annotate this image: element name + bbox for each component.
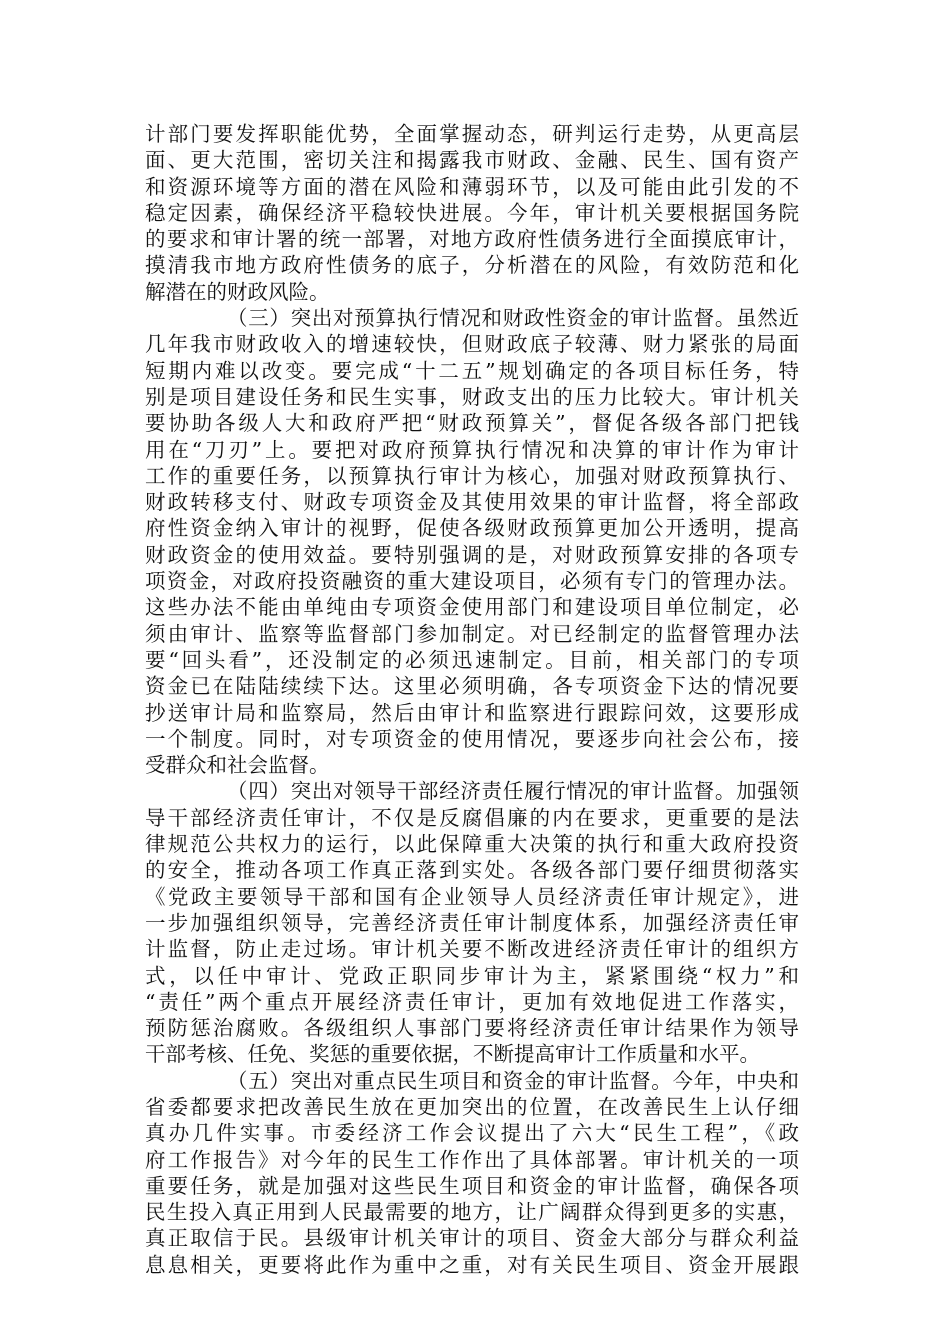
text-line: 预防惩治腐败。各级组织人事部门要将经济责任审计结果作为领导 <box>145 1016 799 1041</box>
text-line: 用在“刀刃”上。要把对政府预算执行情况和决算的审计作为审计 <box>145 437 799 462</box>
text-line: 财政资金的使用效益。要特别强调的是，对财政预算安排的各项专 <box>145 542 799 567</box>
text-line: 面、更大范围，密切关注和揭露我市财政、金融、民生、国有资产 <box>145 148 799 173</box>
text-line: 受群众和社会监督。 <box>145 753 330 778</box>
text-line: “责任”两个重点开展经济责任审计，更加有效地促进工作落实， <box>145 989 799 1014</box>
text-line: 别是项目建设任务和民生实事，财政支出的压力比较大。审计机关 <box>145 384 799 409</box>
text-line: 资金已在陆陆续续下达。这里必须明确，各专项资金下达的情况要 <box>145 674 799 699</box>
text-line: 一步加强组织领导，完善经济责任审计制度体系，加强经济责任审 <box>145 910 799 935</box>
text-line: 真正取信于民。县级审计机关审计的项目、资金大部分与群众利益 <box>145 1226 799 1251</box>
text-line: 府工作报告》对今年的民生工作作出了具体部署。审计机关的一项 <box>145 1147 799 1172</box>
text-line: 的要求和审计署的统一部署，对地方政府性债务进行全面摸底审计， <box>145 227 799 252</box>
text-line: 财政转移支付、财政专项资金及其使用效果的审计监督，将全部政 <box>145 490 799 515</box>
text-line: 短期内难以改变。要完成“十二五”规划确定的各项目标任务，特 <box>145 358 799 383</box>
text-line: 重要任务，就是加强对这些民生项目和资金的审计监督，确保各项 <box>145 1173 799 1198</box>
section-heading-line: （四）突出对领导干部经济责任履行情况的审计监督。加强领 <box>227 779 799 804</box>
text-line: 要“回头看”，还没制定的必须迅速制定。目前，相关部门的专项 <box>145 647 799 672</box>
text-line: 要协助各级人大和政府严把“财政预算关”，督促各级各部门把钱 <box>145 411 799 436</box>
text-line: 计部门要发挥职能优势，全面掌握动态，研判运行走势，从更高层 <box>145 122 799 146</box>
text-line: 干部考核、任免、奖惩的重要依据，不断提高审计工作质量和水平。 <box>145 1042 760 1067</box>
text-line: 府性资金纳入审计的视野，促使各级财政预算更加公开透明，提高 <box>145 516 799 541</box>
text-line: 计监督，防止走过场。审计机关要不断改进经济责任审计的组织方 <box>145 937 799 962</box>
text-line: 省委都要求把改善民生放在更加突出的位置，在改善民生上认仔细 <box>145 1094 799 1119</box>
text-line: 项资金，对政府投资融资的重大建设项目，必须有专门的管理办法。 <box>145 569 799 594</box>
text-line: 几年我市财政收入的增速较快，但财政底子较薄、财力紧张的局面 <box>145 332 799 357</box>
text-line: 摸清我市地方政府性债务的底子，分析潜在的风险，有效防范和化 <box>145 253 799 278</box>
text-line: 《党政主要领导干部和国有企业领导人员经济责任审计规定》，进 <box>145 884 799 909</box>
text-line: 稳定因素，确保经济平稳较快进展。今年，审计机关要根据国务院 <box>145 200 799 225</box>
document-body <box>145 121 799 1278</box>
text-line: 须由审计、监察等监督部门参加制定。对已经制定的监督管理办法 <box>145 621 799 646</box>
text-line: 息息相关，更要将此作为重中之重，对有关民生项目、资金开展跟 <box>145 1252 799 1277</box>
text-line: 和资源环境等方面的潜在风险和薄弱环节，以及可能由此引发的不 <box>145 174 799 199</box>
text-line: 律规范公共权力的运行，以此保障重大决策的执行和重大政府投资 <box>145 832 799 857</box>
text-line: 式，以任中审计、党政正职同步审计为主，紧紧围绕“权力”和 <box>145 963 799 988</box>
section-heading-line: （三）突出对预算执行情况和财政性资金的审计监督。虽然近 <box>227 306 799 331</box>
section-heading-line: （五）突出对重点民生项目和资金的审计监督。今年，中央和 <box>227 1068 799 1093</box>
text-line: 工作的重要任务，以预算执行审计为核心，加强对财政预算执行、 <box>145 463 799 488</box>
text-line: 一个制度。同时，对专项资金的使用情况，要逐步向社会公布，接 <box>145 726 799 751</box>
text-line: 导干部经济责任审计，不仅是反腐倡廉的内在要求，更重要的是法 <box>145 805 799 830</box>
text-line: 的安全，推动各项工作真正落到实处。各级各部门要仔细贯彻落实 <box>145 858 799 883</box>
text-line: 民生投入真正用到人民最需要的地方，让广阔群众得到更多的实惠， <box>145 1200 799 1225</box>
text-line: 解潜在的财政风险。 <box>145 279 330 304</box>
text-line: 这些办法不能由单纯由专项资金使用部门和建设项目单位制定，必 <box>145 595 799 620</box>
text-line: 真办几件实事。市委经济工作会议提出了六大“民生工程”，《政 <box>145 1121 799 1146</box>
text-line: 抄送审计局和监察局，然后由审计和监察进行跟踪问效，这要形成 <box>145 700 799 725</box>
